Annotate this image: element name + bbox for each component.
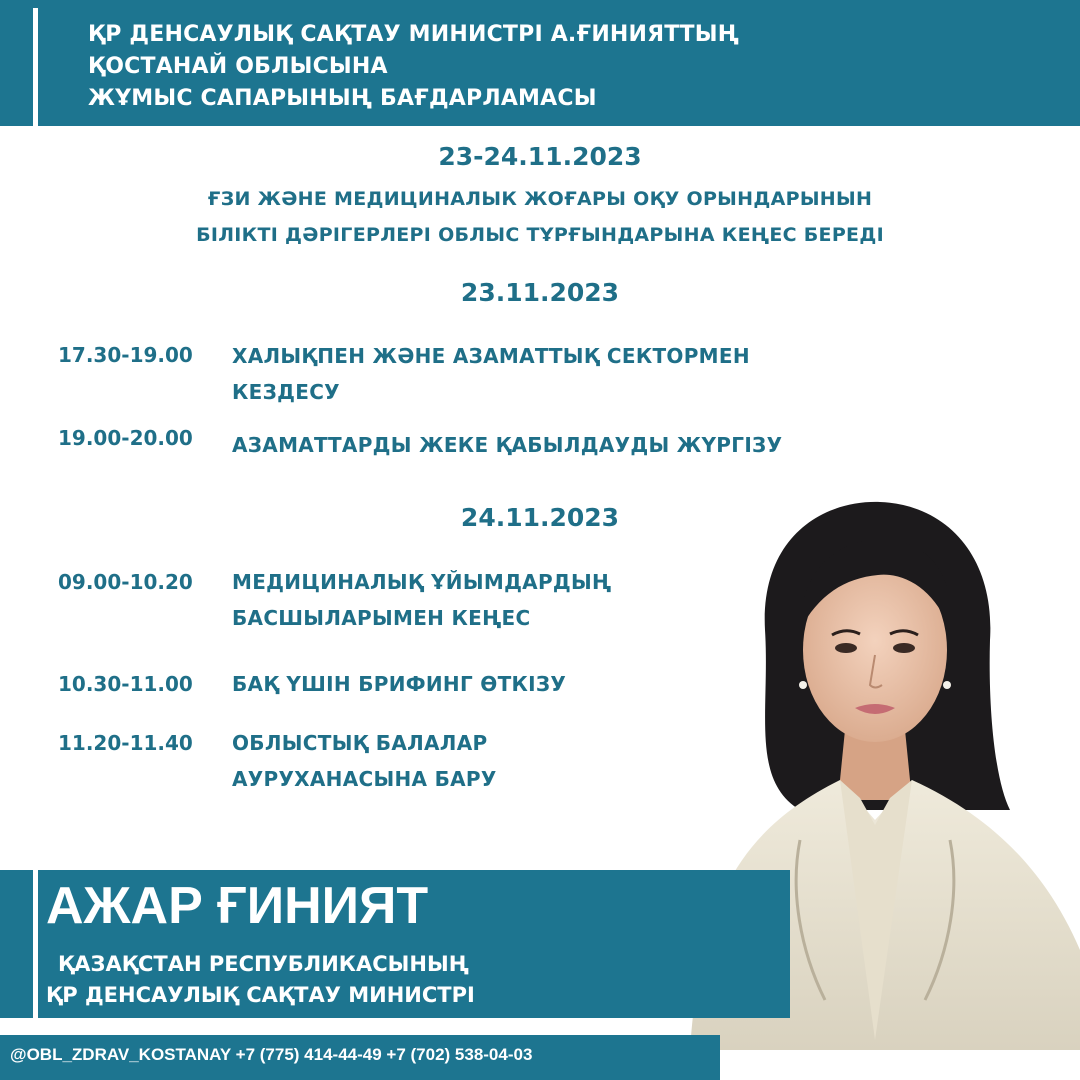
person-role-line-2: ҚР ДЕНСАУЛЫҚ САҚТАУ МИНИСТРІ — [46, 983, 475, 1007]
schedule-event-line: ОБЛЫСТЫҚ БАЛАЛАР — [232, 731, 488, 755]
contacts-text: @OBL_ZDRAV_KOSTANAY +7 (775) 414-44-49 +7 (702) 538-04-03 — [10, 1045, 533, 1064]
date-range: 23-24.11.2023 — [438, 142, 642, 171]
schedule-time: 11.20-11.40 — [58, 731, 193, 755]
schedule-time: 09.00-10.20 — [58, 570, 193, 594]
schedule-time: 19.00-20.00 — [58, 426, 193, 450]
header-title-line-3: ЖҰМЫС САПАРЫНЫҢ БАҒДАРЛАМАСЫ — [88, 86, 597, 111]
header-accent-bar — [33, 8, 38, 126]
schedule-event-line: ХАЛЫҚПЕН ЖӘНЕ АЗАМАТТЫҚ СЕКТОРМЕН — [232, 344, 750, 368]
intro-line-2: БІЛІКТІ ДӘРІГЕРЛЕРІ ОБЛЫС ТҰРҒЫНДАРЫНА КЕҢЕС БЕРЕДІ — [196, 224, 884, 246]
person-role-line-1: ҚАЗАҚСТАН РЕСПУБЛИКАСЫНЫҢ — [58, 952, 469, 976]
schedule-event-line: БАСШЫЛАРЫМЕН КЕҢЕС — [232, 606, 531, 630]
header-title-line-1: ҚР ДЕНСАУЛЫҚ САҚТАУ МИНИСТРІ А.ҒИНИЯТТЫҢ — [88, 22, 739, 47]
schedule-time: 17.30-19.00 — [58, 343, 193, 367]
header-banner — [0, 0, 1080, 126]
header-title-line-2: ҚОСТАНАЙ ОБЛЫСЫНА — [88, 54, 388, 79]
day2-date: 24.11.2023 — [460, 503, 620, 532]
name-accent-bar — [33, 870, 38, 1018]
contacts-footer — [0, 1035, 720, 1080]
schedule-event-line: АЗАМАТТАРДЫ ЖЕКЕ ҚАБЫЛДАУДЫ ЖҮРГІЗУ — [232, 433, 783, 457]
intro-line-1: ҒЗИ ЖӘНЕ МЕДИЦИНАЛЫК ЖОҒАРЫ ОҚУ ОРЫНДАРЫНЫН — [207, 188, 873, 210]
person-name: АЖАР ҒИНИЯТ — [46, 877, 429, 935]
schedule-event-line: МЕДИЦИНАЛЫҚ ҰЙЫМДАРДЫҢ — [232, 570, 612, 594]
schedule-time: 10.30-11.00 — [58, 672, 193, 696]
day1-date: 23.11.2023 — [460, 278, 620, 307]
schedule-event-line: КЕЗДЕСУ — [232, 380, 340, 404]
schedule-event-line: БАҚ ҮШІН БРИФИНГ ӨТКІЗУ — [232, 672, 567, 696]
schedule-event-line: АУРУХАНАСЫНА БАРУ — [232, 767, 497, 791]
